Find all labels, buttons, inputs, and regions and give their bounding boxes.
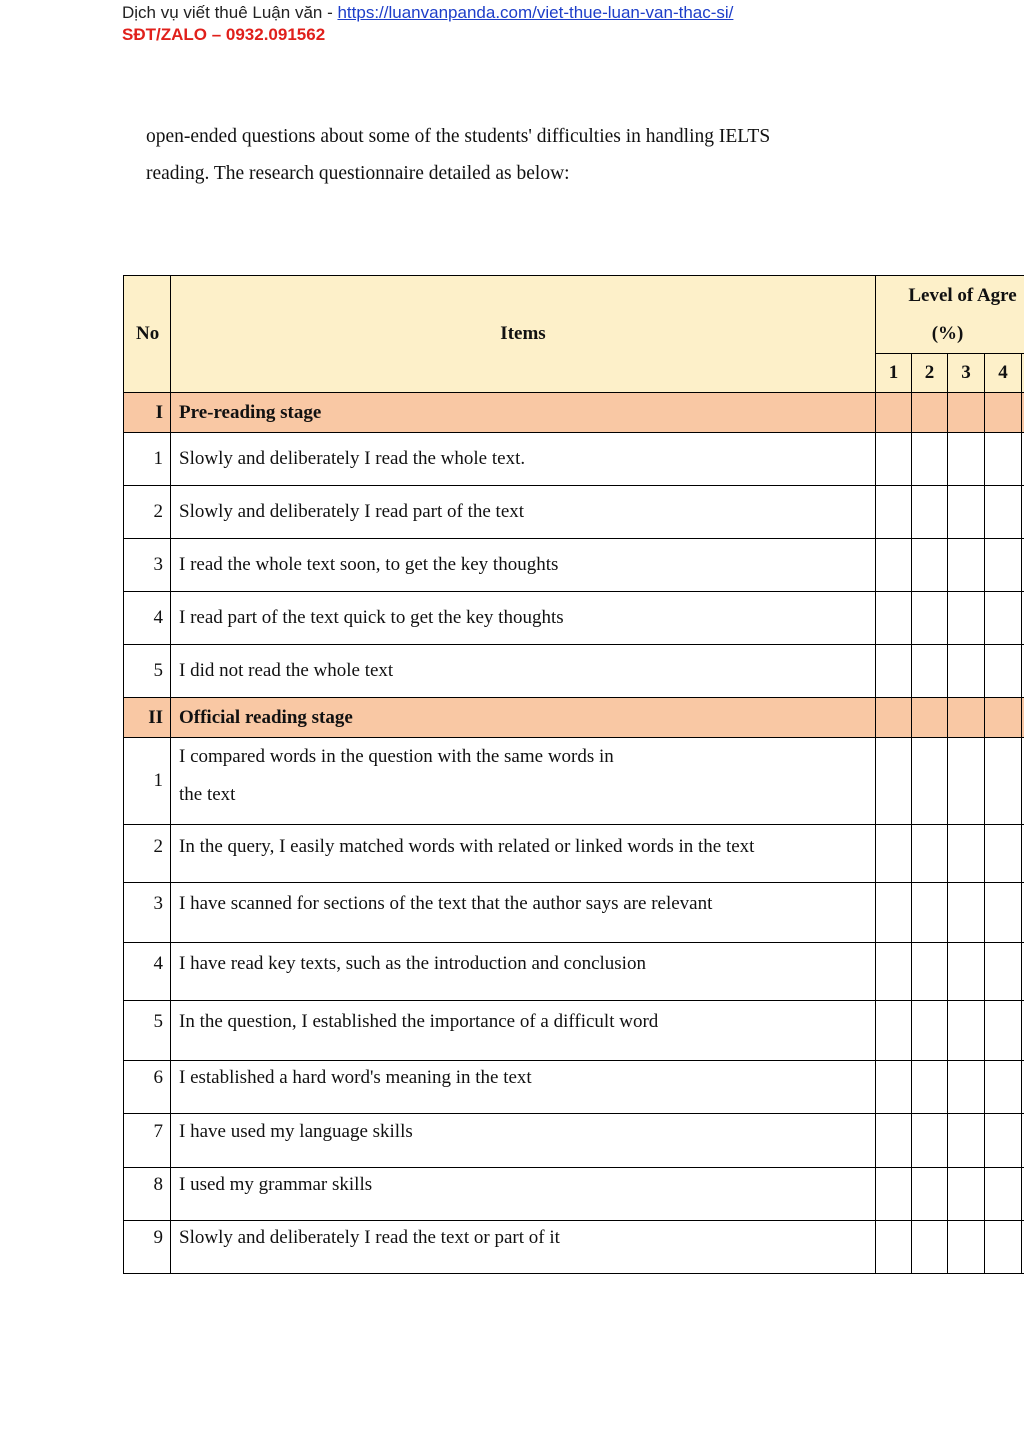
header-phone: SĐT/ZALO – 0932.091562: [122, 25, 326, 44]
rating-cell[interactable]: [876, 433, 912, 486]
rating-cell[interactable]: [912, 1001, 948, 1061]
column-header-no: No: [124, 276, 171, 393]
rating-cell[interactable]: [876, 592, 912, 645]
rating-cell[interactable]: [876, 486, 912, 539]
rating-cell[interactable]: [948, 645, 985, 698]
level-title-line-2: (%): [931, 322, 964, 344]
page-header: [122, 2, 733, 46]
table-row: [124, 943, 1024, 1001]
rating-cell[interactable]: [912, 883, 948, 943]
row-number: 1: [124, 738, 171, 825]
level-2-header: 2: [912, 354, 948, 393]
row-number: 5: [124, 645, 171, 698]
stage-title: Pre-reading stage: [171, 393, 876, 433]
rating-cell[interactable]: [985, 433, 1022, 486]
row-item-text: I have scanned for sections of the text that the author says are relevant: [171, 883, 876, 943]
rating-cell[interactable]: [948, 486, 985, 539]
row-item-text: In the query, I easily matched words with related or linked words in the text: [171, 825, 876, 883]
table-row: [124, 592, 1024, 645]
rating-cell[interactable]: [876, 943, 912, 1001]
row-number: 3: [124, 539, 171, 592]
rating-cell[interactable]: [948, 943, 985, 1001]
rating-cell[interactable]: [985, 1061, 1022, 1114]
row-number: 2: [124, 825, 171, 883]
stage-number: II: [124, 698, 171, 738]
rating-cell[interactable]: [912, 645, 948, 698]
column-header-items: Items: [171, 276, 876, 393]
table-row: [124, 539, 1024, 592]
rating-cell[interactable]: [912, 1061, 948, 1114]
rating-cell[interactable]: [948, 825, 985, 883]
row-number: 2: [124, 486, 171, 539]
table-row: [124, 1001, 1024, 1061]
row-number: 3: [124, 883, 171, 943]
level-4-header: 4: [985, 354, 1022, 393]
rating-cell[interactable]: [876, 1221, 912, 1274]
questionnaire-table: [123, 275, 1024, 1274]
row-item-text: I established a hard word's meaning in the text: [171, 1061, 876, 1114]
table-row: [124, 825, 1024, 883]
row-number: 6: [124, 1061, 171, 1114]
rating-cell[interactable]: [876, 738, 912, 825]
stage-row-official-reading: [124, 698, 1024, 738]
row-item-text: I have read key texts, such as the introduction and conclusion: [171, 943, 876, 1001]
rating-cell[interactable]: [985, 825, 1022, 883]
rating-cell[interactable]: [876, 539, 912, 592]
rating-cell[interactable]: [985, 943, 1022, 1001]
rating-cell[interactable]: [912, 1221, 948, 1274]
rating-cell[interactable]: [948, 738, 985, 825]
row-item-text-line-2: the text: [179, 784, 236, 805]
intro-line-1: open-ended questions about some of the students' difficulties in handling IELTS: [146, 126, 771, 147]
rating-cell[interactable]: [985, 1114, 1022, 1168]
table-header-row: [124, 276, 1024, 354]
rating-cell[interactable]: [948, 1221, 985, 1274]
stage-number: I: [124, 393, 171, 433]
rating-cell[interactable]: [912, 1168, 948, 1221]
row-number: 4: [124, 943, 171, 1001]
table-row: [124, 433, 1024, 486]
row-item-text: I have used my language skills: [171, 1114, 876, 1168]
header-service-text: Dịch vụ viết thuê Luận văn -: [122, 3, 338, 22]
row-item-text: [171, 738, 876, 825]
table-row: [124, 486, 1024, 539]
rating-cell[interactable]: [876, 1061, 912, 1114]
rating-cell[interactable]: [985, 1168, 1022, 1221]
header-link[interactable]: https://luanvanpanda.com/viet-thue-luan-van-thac-si/: [337, 3, 734, 22]
table-row: [124, 883, 1024, 943]
rating-cell[interactable]: [876, 825, 912, 883]
rating-cell[interactable]: [912, 539, 948, 592]
rating-cell[interactable]: [985, 539, 1022, 592]
row-number: 4: [124, 592, 171, 645]
rating-cell[interactable]: [912, 592, 948, 645]
rating-cell[interactable]: [912, 1114, 948, 1168]
row-item-text: Slowly and deliberately I read the text or part of it: [171, 1221, 876, 1274]
row-item-text: I used my grammar skills: [171, 1168, 876, 1221]
rating-cell[interactable]: [948, 1001, 985, 1061]
rating-cell[interactable]: [912, 486, 948, 539]
table-row: [124, 645, 1024, 698]
level-3-header: 3: [948, 354, 985, 393]
rating-cell[interactable]: [876, 1114, 912, 1168]
rating-cell[interactable]: [912, 943, 948, 1001]
row-number: 1: [124, 433, 171, 486]
row-item-text: In the question, I established the importance of a difficult word: [171, 1001, 876, 1061]
rating-cell[interactable]: [948, 433, 985, 486]
rating-cell[interactable]: [948, 592, 985, 645]
row-number: 7: [124, 1114, 171, 1168]
stage-title: Official reading stage: [171, 698, 876, 738]
row-item-text-line-1: I compared words in the question with the same words in: [179, 746, 614, 767]
rating-cell[interactable]: [912, 738, 948, 825]
row-number: 5: [124, 1001, 171, 1061]
rating-cell[interactable]: [948, 1114, 985, 1168]
level-1-header: 1: [876, 354, 912, 393]
rating-cell[interactable]: [876, 883, 912, 943]
rating-cell[interactable]: [985, 592, 1022, 645]
rating-cell[interactable]: [985, 883, 1022, 943]
rating-cell[interactable]: [948, 539, 985, 592]
rating-cell[interactable]: [985, 1221, 1022, 1274]
level-title-line-1: Level of Agre: [908, 284, 1017, 306]
rating-cell[interactable]: [948, 1168, 985, 1221]
rating-cell[interactable]: [876, 1168, 912, 1221]
rating-cell[interactable]: [985, 1001, 1022, 1061]
column-header-level: [876, 276, 1024, 354]
rating-cell[interactable]: [912, 433, 948, 486]
intro-paragraph: [146, 118, 876, 192]
table-row: [124, 1221, 1024, 1274]
row-item-text: I read part of the text quick to get the key thoughts: [171, 592, 876, 645]
table-row: [124, 1061, 1024, 1114]
rating-cell[interactable]: [876, 1001, 912, 1061]
rating-cell[interactable]: [912, 825, 948, 883]
row-item-text: I read the whole text soon, to get the key thoughts: [171, 539, 876, 592]
table-row: [124, 1168, 1024, 1221]
stage-row-pre-reading: [124, 393, 1024, 433]
intro-line-2: reading. The research questionnaire detailed as below:: [146, 163, 570, 184]
table-row: [124, 738, 1024, 825]
row-item-text: Slowly and deliberately I read the whole text.: [171, 433, 876, 486]
table-row: [124, 1114, 1024, 1168]
row-item-text: Slowly and deliberately I read part of the text: [171, 486, 876, 539]
row-number: 8: [124, 1168, 171, 1221]
row-number: 9: [124, 1221, 171, 1274]
rating-cell[interactable]: [985, 486, 1022, 539]
rating-cell[interactable]: [985, 645, 1022, 698]
rating-cell[interactable]: [985, 738, 1022, 825]
rating-cell[interactable]: [876, 645, 912, 698]
rating-cell[interactable]: [948, 1061, 985, 1114]
row-item-text: I did not read the whole text: [171, 645, 876, 698]
rating-cell[interactable]: [948, 883, 985, 943]
